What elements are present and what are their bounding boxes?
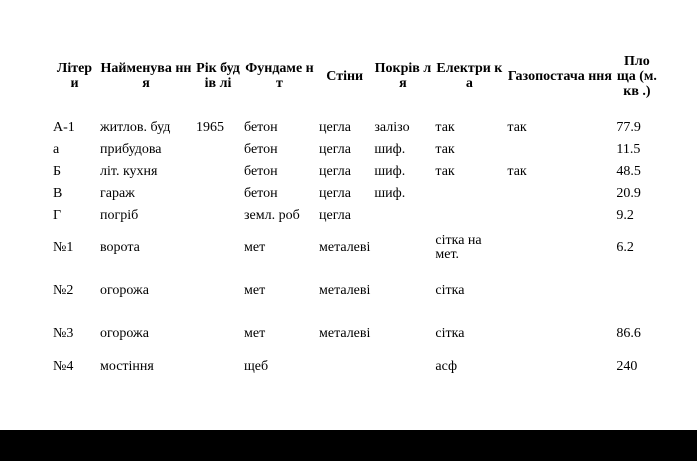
cell-liter: В xyxy=(53,185,63,201)
cell-liter: А-1 xyxy=(53,119,75,135)
table-row xyxy=(51,269,659,312)
header-electricity: Електри ка xyxy=(436,61,503,91)
building-inventory-table xyxy=(51,36,659,377)
cell-walls: цегла xyxy=(319,185,351,201)
cell-electricity: так xyxy=(435,141,455,157)
cell-foundation: земл. роб xyxy=(244,207,300,223)
cell-area: 240 xyxy=(616,358,638,374)
cell-roof xyxy=(372,269,433,312)
cell-electricity xyxy=(433,182,505,204)
cell-year xyxy=(194,226,242,269)
table-row xyxy=(51,116,659,138)
table-row xyxy=(51,204,659,226)
cell-foundation: бетон xyxy=(244,163,278,179)
cell-area: 48.5 xyxy=(616,163,641,179)
cell-name: погріб xyxy=(100,207,139,223)
cell-liter: №4 xyxy=(53,358,74,374)
cell-roof: шиф. xyxy=(374,141,406,157)
cell-foundation: бетон xyxy=(244,185,278,201)
table-row xyxy=(51,160,659,182)
cell-area: 77.9 xyxy=(616,119,641,135)
cell-electricity: так xyxy=(435,119,455,135)
header-foundation: Фундаме нт xyxy=(245,61,314,91)
header-walls: Стіни xyxy=(326,68,364,84)
table-row xyxy=(51,312,659,355)
cell-name: літ. кухня xyxy=(100,163,158,179)
cell-walls: цегла xyxy=(319,141,351,157)
cell-foundation: щеб xyxy=(244,358,269,374)
cell-roof xyxy=(372,226,433,269)
cell-gas xyxy=(505,226,614,269)
cell-year xyxy=(194,269,242,312)
table-row xyxy=(51,226,659,269)
cell-liter: Б xyxy=(53,163,62,179)
header-year: Рік будів лі xyxy=(196,61,240,91)
cell-electricity xyxy=(433,204,505,226)
cell-liter: а xyxy=(53,141,60,157)
cell-walls: металеві xyxy=(319,239,371,255)
cell-area: 20.9 xyxy=(616,185,641,201)
cell-walls: металеві xyxy=(319,282,371,298)
cell-name: житлов. буд xyxy=(100,119,171,135)
header-gas: Газопостача ння xyxy=(507,68,612,84)
cell-foundation: мет xyxy=(244,326,266,341)
cell-electricity: сітка xyxy=(435,325,465,341)
cell-electricity: так xyxy=(435,163,455,179)
cell-year xyxy=(194,138,242,160)
cell-year xyxy=(194,312,242,355)
cell-electricity: сітка на мет. xyxy=(435,232,482,262)
header-area: Пло ща (м.кв .) xyxy=(616,53,657,99)
table-row xyxy=(51,182,659,204)
cell-name: огорожа xyxy=(100,326,149,341)
cell-electricity: сітка xyxy=(435,282,465,298)
cell-liter: №3 xyxy=(53,326,74,341)
cell-walls xyxy=(317,355,372,377)
bottom-black-bar xyxy=(0,430,697,461)
cell-year xyxy=(194,355,242,377)
cell-area: 9.2 xyxy=(616,207,634,223)
cell-foundation: мет xyxy=(244,283,266,298)
cell-year xyxy=(194,160,242,182)
cell-roof xyxy=(372,312,433,355)
cell-name: гараж xyxy=(100,185,135,201)
table-row xyxy=(51,138,659,160)
cell-name: огорожа xyxy=(100,283,149,298)
cell-roof: шиф. xyxy=(374,163,406,179)
cell-gas: так xyxy=(507,163,527,179)
table-header-row xyxy=(51,36,659,116)
cell-roof xyxy=(372,204,433,226)
cell-name: мостіння xyxy=(100,358,154,374)
cell-gas: так xyxy=(507,119,527,135)
cell-name: прибудова xyxy=(100,141,162,157)
cell-liter: №1 xyxy=(53,240,74,255)
header-name: Найменува ння xyxy=(100,61,192,91)
cell-name: ворота xyxy=(100,240,140,255)
cell-walls: цегла xyxy=(319,163,351,179)
cell-area: 86.6 xyxy=(616,326,641,341)
cell-walls: металеві xyxy=(319,325,371,341)
cell-roof xyxy=(372,355,433,377)
cell-year xyxy=(194,182,242,204)
cell-foundation: бетон xyxy=(244,119,278,135)
cell-electricity: асф xyxy=(435,358,458,374)
cell-gas xyxy=(505,138,614,160)
cell-walls: цегла xyxy=(319,119,351,135)
cell-roof: залізо xyxy=(374,119,410,135)
cell-year: 1965 xyxy=(196,119,224,135)
cell-foundation: мет xyxy=(244,240,266,255)
cell-area: 11.5 xyxy=(616,141,641,157)
cell-walls: цегла xyxy=(319,207,351,223)
cell-year xyxy=(194,204,242,226)
cell-roof: шиф. xyxy=(374,185,406,201)
cell-area xyxy=(614,269,659,312)
table-row xyxy=(51,355,659,377)
header-liter: Літер и xyxy=(56,61,93,91)
header-roof: Покрів ля xyxy=(374,61,432,91)
cell-gas xyxy=(505,182,614,204)
cell-area: 6.2 xyxy=(616,240,634,255)
cell-liter: №2 xyxy=(53,283,74,298)
cell-gas xyxy=(505,204,614,226)
cell-gas xyxy=(505,355,614,377)
cell-liter: Г xyxy=(53,207,62,223)
cell-gas xyxy=(505,312,614,355)
cell-foundation: бетон xyxy=(244,141,278,157)
cell-gas xyxy=(505,269,614,312)
